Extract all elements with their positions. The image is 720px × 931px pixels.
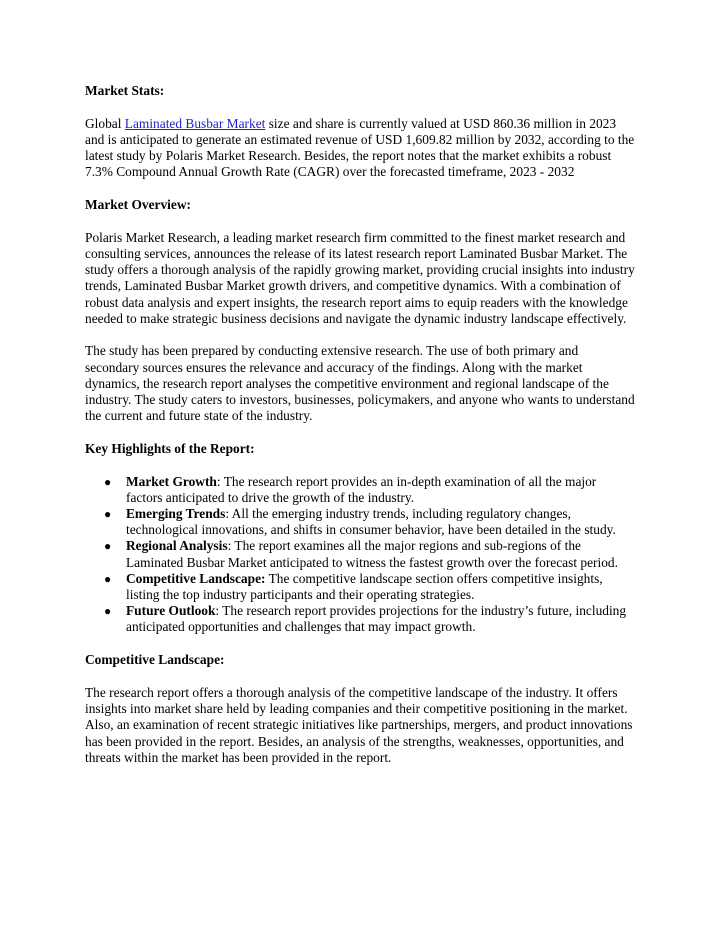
highlight-term: Competitive Landscape: xyxy=(126,570,266,586)
market-overview-paragraph-2: The study has been prepared by conducting extensive research. The use of both primary and secondary sources ensures the relevance and accuracy of the findings. Along with the market dynamics, the research report analyses the competitive environment and regional landscape of the industry. The study caters to investors, businesses, policymakers, and anyone who wants to understand the current and future state of the industry. xyxy=(85,343,635,424)
competitive-landscape-heading: Competitive Landscape: xyxy=(85,652,225,668)
market-stats-heading: Market Stats: xyxy=(85,83,165,98)
highlight-separator: : xyxy=(215,603,223,619)
bullet-icon: ● xyxy=(104,604,112,619)
market-stats-paragraph xyxy=(85,116,635,181)
highlight-term: Future Outlook xyxy=(126,603,216,619)
list-item xyxy=(104,603,635,635)
highlight-separator: : xyxy=(216,473,224,489)
market-stats-intro-prefix: Global xyxy=(85,115,125,131)
highlight-separator: : xyxy=(225,506,232,522)
document-content xyxy=(85,83,635,766)
highlight-text: The competitive landscape section offers competitive insights, listing the top industry participants and their operating strategies. xyxy=(126,570,603,603)
list-item xyxy=(104,473,635,506)
highlight-text: All the emerging industry trends, including regulatory changes, technological innovations, and shifts in consumer behavior, have been detailed in the study. xyxy=(126,506,616,538)
list-item xyxy=(104,538,635,570)
highlight-text: The research report provides projections for the industry’s future, including anticipated opportunities and challenges that may impact growth. xyxy=(126,603,627,635)
market-stats-intro-rest: size and share is currently valued at USD 860.36 million in 2023 and is anticipated to generate an estimated revenue of USD 1,609.82 million by 2032, according to the latest study by Polaris Market Research. Besides, the report notes that the market exhibits a robust 7.3% Compound Annual Growth Rate (CAGR) over the forecasted timeframe, 2023 - 2032 xyxy=(85,115,635,180)
bullet-icon: ● xyxy=(104,571,112,586)
highlight-text: The report examines all the major regions and sub-regions of the Laminated Busbar Market anticipated to witness the fastest growth over the forecast period. xyxy=(126,538,618,570)
highlight-separator: : xyxy=(227,538,235,554)
laminated-busbar-market-link[interactable]: Laminated Busbar Market xyxy=(124,115,266,131)
highlight-term: Market Growth xyxy=(126,473,217,489)
highlight-term: Emerging Trends xyxy=(126,506,226,522)
list-item xyxy=(104,570,635,603)
highlight-text: The research report provides an in-depth examination of all the major factors anticipated to drive the growth of the industry. xyxy=(126,473,597,505)
market-overview-paragraph-1: Polaris Market Research, a leading market research firm committed to the finest market research and consulting services, announces the release of its latest research report Laminated Busbar Market. The study offers a thorough analysis of the rapidly growing market, providing crucial insights into industry trends, Laminated Busbar Market growth drivers, and competitive dynamics. With a combination of robust data analysis and expert insights, the research report aims to equip readers with the knowledge needed to make strategic business decisions and navigate the dynamic industry landscape effectively. xyxy=(85,229,635,326)
highlight-term: Regional Analysis xyxy=(126,538,228,554)
bullet-icon: ● xyxy=(104,507,112,522)
market-overview-heading: Market Overview: xyxy=(85,197,191,213)
bullet-icon: ● xyxy=(104,539,112,554)
list-item xyxy=(104,506,635,538)
key-highlights-list xyxy=(85,474,635,636)
competitive-landscape-paragraph: The research report offers a thorough analysis of the competitive landscape of the industry. It offers insights into market share held by leading companies and their competitive positioning in the market. Also, an examination of recent strategic initiatives like partnerships, mergers, and product innovations has been provided in the report. Besides, an analysis of the strengths, weaknesses, opportunities, and threats within the market has been provided in the report. xyxy=(85,684,633,765)
key-highlights-heading: Key Highlights of the Report: xyxy=(85,440,255,456)
bullet-icon: ● xyxy=(104,474,112,489)
